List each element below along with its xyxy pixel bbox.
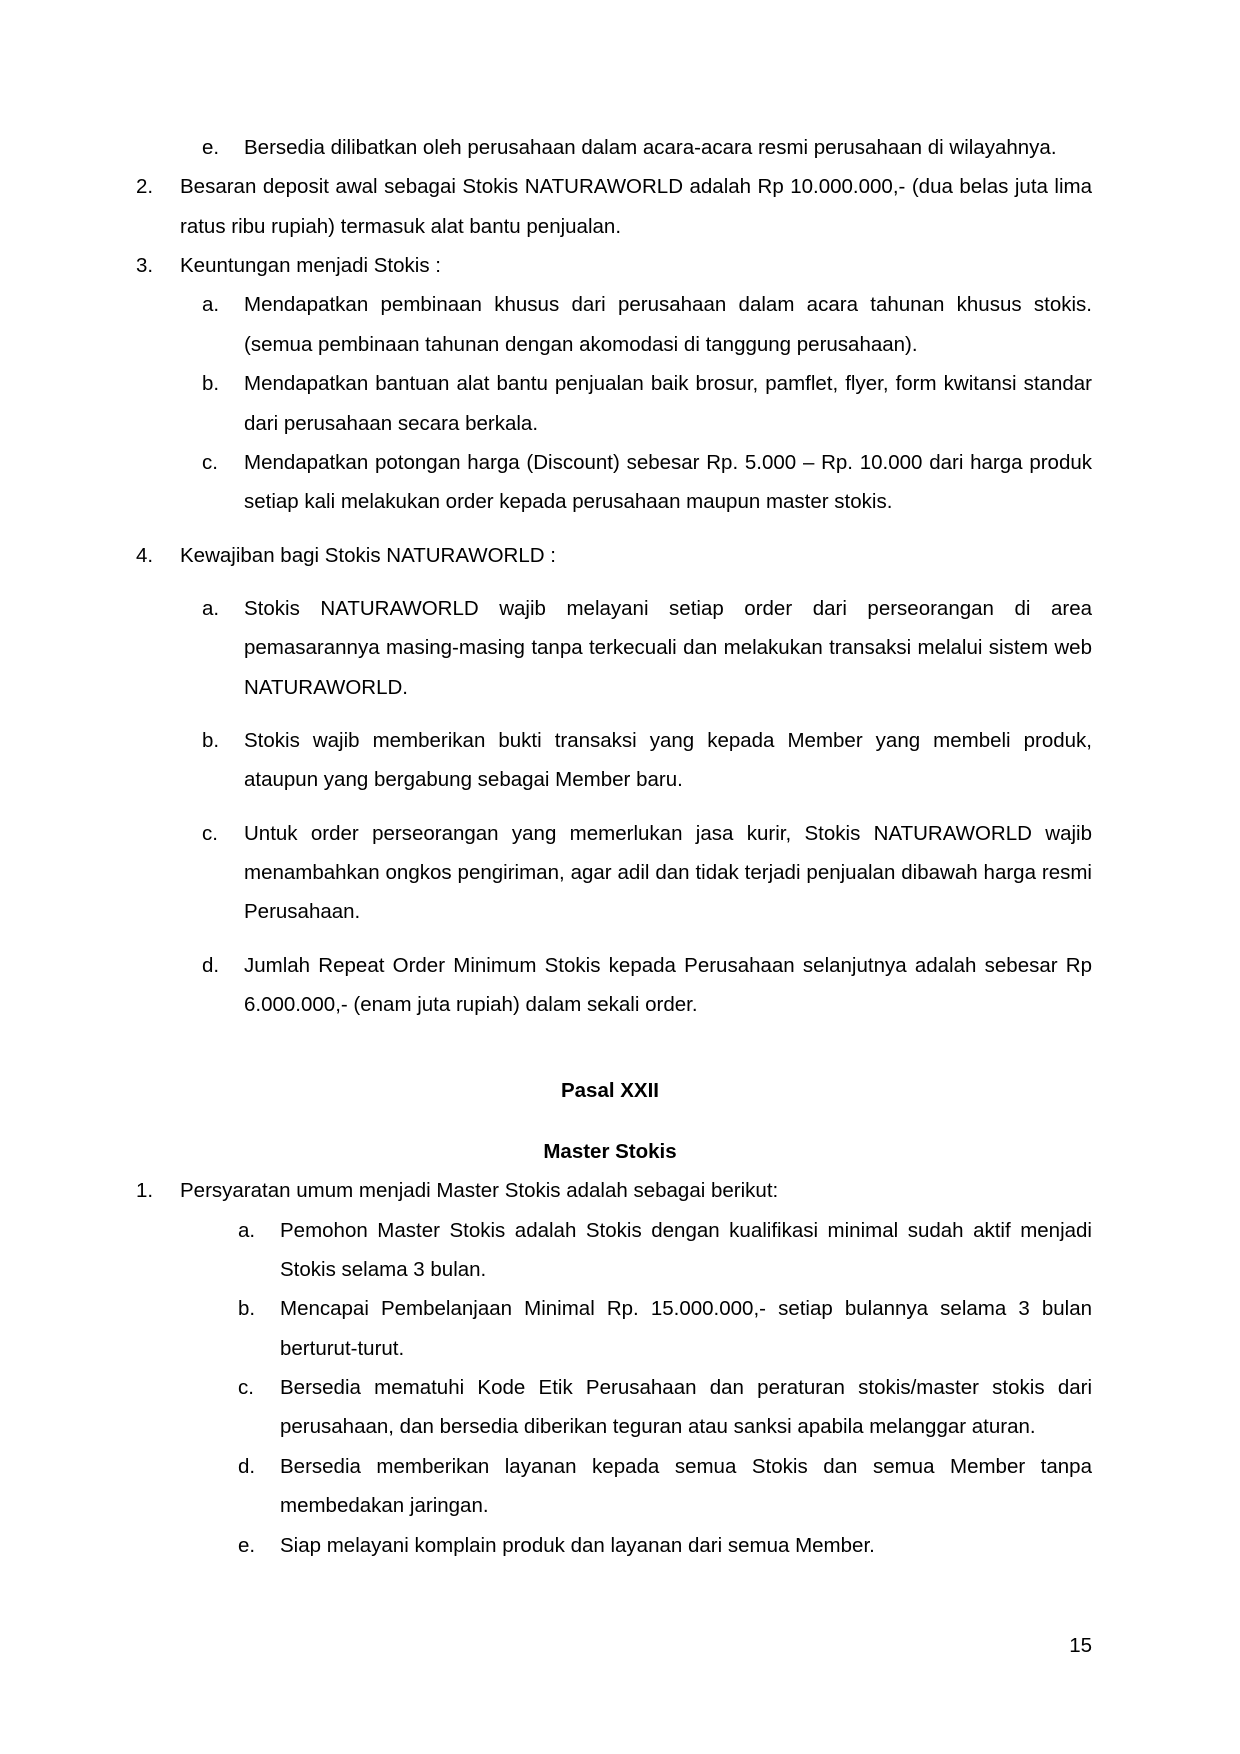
list-text: Bersedia memberikan layanan kepada semua Stokis dan semua Member tanpa membedakan jaringan. <box>280 1454 1092 1518</box>
list-text: Bersedia mematuhi Kode Etik Perusahaan dan peraturan stokis/master stokis dari perusahaan, dan bersedia diberikan teguran atau sanksi apabila melanggar aturan. <box>280 1376 1092 1439</box>
pasal-heading: Pasal XXII <box>560 1078 659 1102</box>
list-text: Stokis NATURAWORLD wajib melayani setiap order dari perseorangan di area pemasarannya masing-masing tanpa terkecuali dan melakukan transaksi melalui sistem web NATURAWORLD. <box>244 596 1092 699</box>
list-marker: a. <box>238 1218 256 1242</box>
list-item <box>238 1289 1092 1368</box>
list-marker: e. <box>238 1533 256 1557</box>
list-text: Jumlah Repeat Order Minimum Stokis kepada Perusahaan selanjutnya adalah sebesar Rp 6.000.000,- (enam juta rupiah) dalam sekali order. <box>244 953 1092 1017</box>
list-marker: a. <box>202 293 220 317</box>
list-marker: e. <box>202 136 220 159</box>
list-text: Kewajiban bagi Stokis NATURAWORLD : <box>180 543 556 567</box>
list-text: Mencapai Pembelanjaan Minimal Rp. 15.000.000,- setiap bulannya selama 3 bulan berturut-turut. <box>280 1297 1092 1360</box>
list-marker: 2. <box>136 175 154 199</box>
list-text: Stokis wajib memberikan bukti transaksi yang kepada Member yang membeli produk, ataupun yang bergabung sebagai Member baru. <box>244 729 1092 792</box>
spacer <box>128 707 1092 721</box>
list-marker: b. <box>202 729 220 753</box>
list-text: Besaran deposit awal sebagai Stokis NATURAWORLD adalah Rp 10.000.000,- (dua belas juta lima ratus ribu rupiah) termasuk alat bantu penjualan. <box>180 175 1092 238</box>
list-text: Mendapatkan pembinaan khusus dari perusahaan dalam acara tahunan khusus stokis. (semua pembinaan tahunan dengan akomodasi di tanggung perusahaan). <box>244 293 1092 356</box>
list-item <box>202 285 1092 364</box>
list-marker: d. <box>202 953 220 977</box>
list-marker: 3. <box>136 254 154 278</box>
list-item <box>202 589 1092 707</box>
list-item <box>238 1368 1092 1447</box>
list-marker: 4. <box>136 543 154 567</box>
list-item <box>202 814 1092 932</box>
list-text: Bersedia dilibatkan oleh perusahaan dalam acara-acara resmi perusahaan di wilayahnya. <box>244 136 1057 159</box>
spacer <box>128 800 1092 814</box>
list-item <box>136 246 1092 285</box>
section-subtitle: Master Stokis <box>543 1139 677 1163</box>
list-item <box>238 1211 1092 1290</box>
list-marker: c. <box>202 450 218 474</box>
document-body <box>128 128 1092 1565</box>
list-item <box>202 364 1092 443</box>
list-text: Siap melayani komplain produk dan layanan dari semua Member. <box>280 1533 875 1557</box>
list-item <box>136 536 1092 575</box>
list-marker: c. <box>238 1376 254 1400</box>
list-marker: 1. <box>136 1179 154 1203</box>
spacer <box>128 932 1092 946</box>
list-item <box>202 443 1092 522</box>
page-number: 15 <box>1069 1634 1092 1657</box>
list-item <box>238 1526 1092 1565</box>
list-marker: d. <box>238 1454 256 1478</box>
list-text: Persyaratan umum menjadi Master Stokis adalah sebagai berikut: <box>180 1179 779 1203</box>
spacer <box>128 522 1092 536</box>
list-item <box>202 946 1092 1025</box>
list-marker: c. <box>202 821 218 845</box>
list-item <box>202 128 1092 167</box>
list-text: Mendapatkan potongan harga (Discount) sebesar Rp. 5.000 – Rp. 10.000 dari harga produk setiap kali melakukan order kepada perusahaan maupun master stokis. <box>244 450 1092 514</box>
list-text: Pemohon Master Stokis adalah Stokis dengan kualifikasi minimal sudah aktif menjadi Stokis selama 3 bulan. <box>280 1218 1092 1281</box>
list-text: Untuk order perseorangan yang memerlukan jasa kurir, Stokis NATURAWORLD wajib menambahkan ongkos pengiriman, agar adil dan tidak terjadi penjualan dibawah harga resmi Perusahaan. <box>244 821 1092 924</box>
list-item <box>238 1447 1092 1526</box>
list-text: Mendapatkan bantuan alat bantu penjualan baik brosur, pamflet, flyer, form kwitansi standar dari perusahaan secara berkala. <box>244 372 1092 435</box>
list-item <box>136 1171 1092 1210</box>
list-text: Keuntungan menjadi Stokis : <box>180 254 441 278</box>
list-marker: a. <box>202 596 220 620</box>
spacer <box>128 1110 1092 1132</box>
list-item <box>136 167 1092 246</box>
list-marker: b. <box>202 372 220 396</box>
list-item <box>202 721 1092 800</box>
spacer <box>128 575 1092 589</box>
list-marker: b. <box>238 1297 256 1321</box>
